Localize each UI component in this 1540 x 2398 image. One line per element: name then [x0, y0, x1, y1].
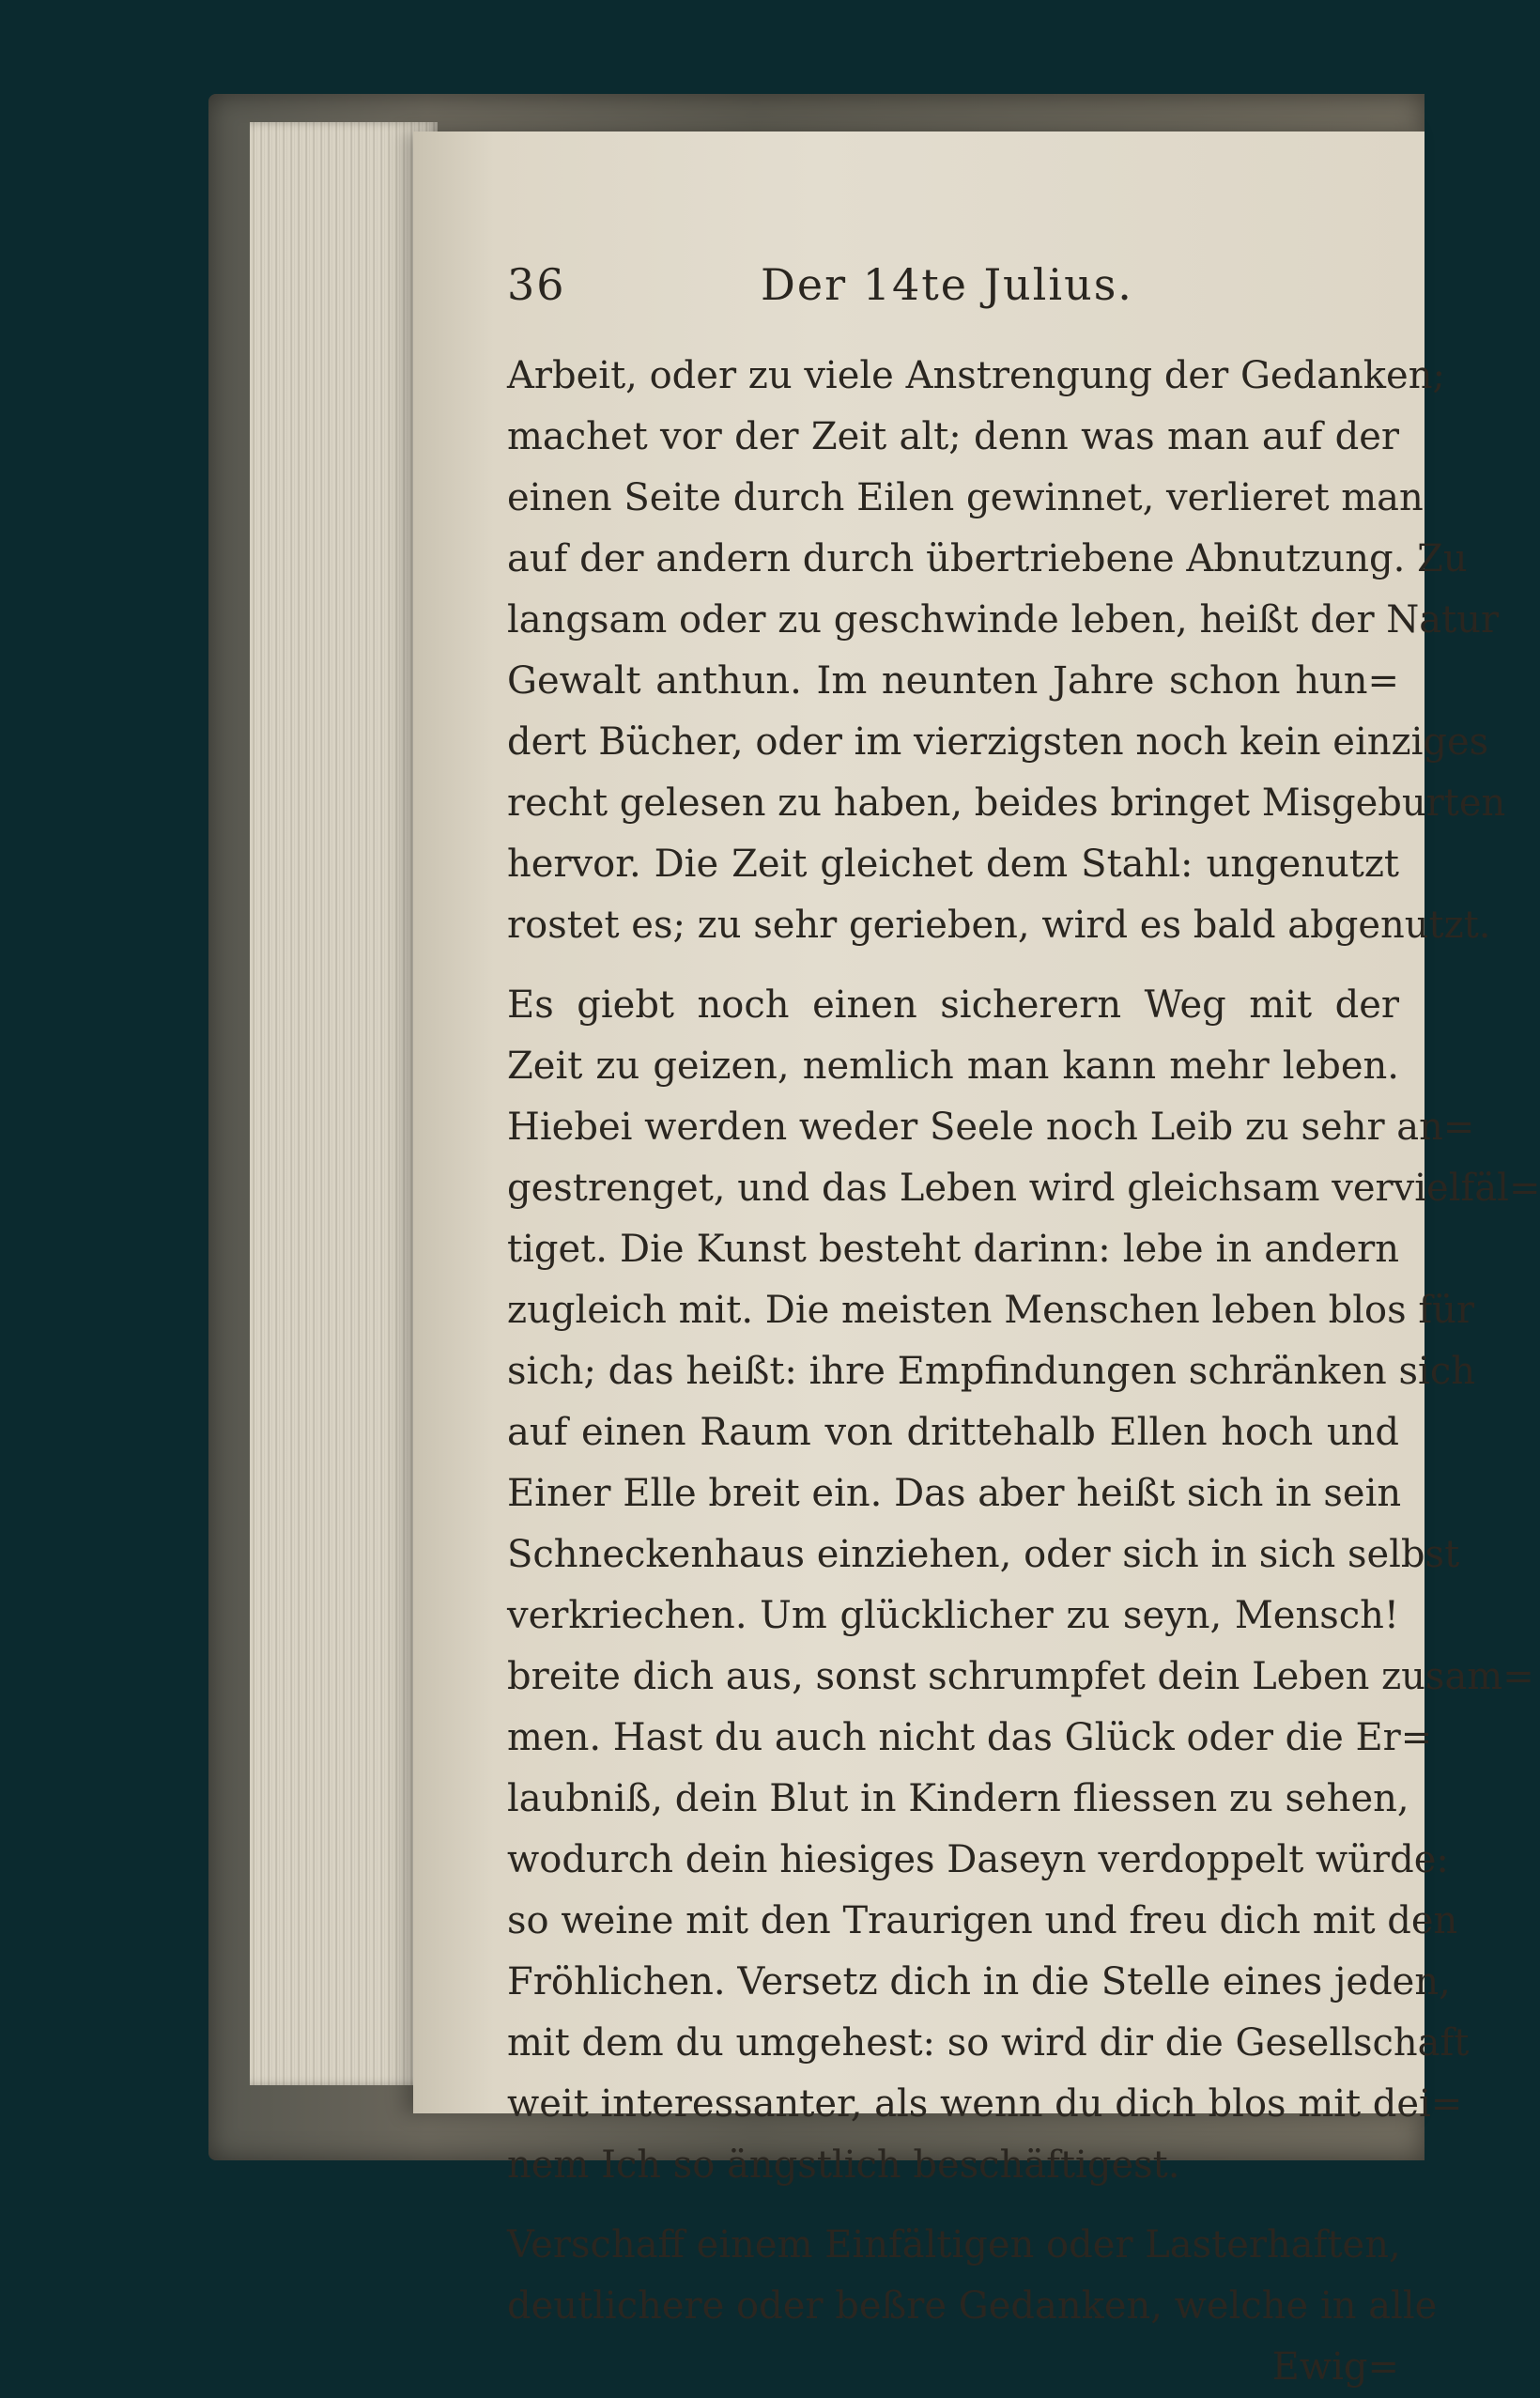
text-line: Verschaff einem Einfältigen oder Lasterhaften, [507, 2223, 1401, 2266]
text-line: zugleich mit. Die meisten Menschen leben blos für [507, 1289, 1475, 1332]
text-line: machet vor der Zeit alt; denn was man auf der [507, 415, 1399, 458]
paragraph-1 [507, 346, 1506, 956]
text-line: Arbeit, oder zu viele Anstrengung der Gedanken; [507, 354, 1445, 397]
paragraph-3 [507, 2215, 1438, 2337]
text-line: deutlichere oder beßre Gedanken, welche in alle [507, 2284, 1438, 2328]
text-line: rostet es; zu sehr gerieben, wird es bald abgenutzt. [507, 904, 1491, 947]
paragraph-2 [507, 975, 1540, 2196]
text-line: gestrenget, und das Leben wird gleichsam vervielfäl= [507, 1167, 1540, 1210]
text-line: einen Seite durch Eilen gewinnet, verlieret man [507, 476, 1424, 519]
text-line: Gewalt anthun. Im neunten Jahre schon hun= [507, 659, 1399, 703]
running-head: Der 14te Julius. [761, 259, 1133, 310]
text-line: hervor. Die Zeit gleichet dem Stahl: ungenutzt [507, 843, 1399, 886]
text-line: mit dem du umgehest: so wird dir die Gesellschaft [507, 2021, 1470, 2065]
text-line: breite dich aus, sonst schrumpfet dein Leben zusam= [507, 1655, 1534, 1698]
text-line: so weine mit den Traurigen und freu dich mit den [507, 1899, 1458, 1942]
page-edges [250, 122, 438, 2085]
text-line: Einer Elle breit ein. Das aber heißt sich in sein [507, 1472, 1402, 1515]
text-line: dert Bücher, oder im vierzigsten noch kein einziges [507, 720, 1489, 764]
text-line: Schneckenhaus einziehen, oder sich in sich selbst [507, 1533, 1460, 1576]
text-line: auf einen Raum von drittehalb Ellen hoch und [507, 1411, 1399, 1454]
text-line: laubniß, dein Blut in Kindern fliessen zu sehen, [507, 1777, 1409, 1820]
text-line: Zeit zu geizen, nemlich man kann mehr leben. [507, 1044, 1399, 1088]
text-line: auf der andern durch übertriebene Abnutzung. Zu [507, 537, 1468, 580]
text-line: nem Ich so ängstlich beschäftigest. [507, 2143, 1180, 2187]
catchword: Ewig= [1271, 2345, 1399, 2389]
text-line: verkriechen. Um glücklicher zu seyn, Mensch! [507, 1594, 1399, 1637]
text-line: langsam oder zu geschwinde leben, heißt der Natur [507, 598, 1500, 642]
page-header [507, 244, 1399, 329]
text-line: Es giebt noch einen sicherern Weg mit der [507, 983, 1399, 1027]
page-number: 36 [507, 259, 566, 310]
text-line: Fröhlichen. Versetz dich in die Stelle eines jeden, [507, 1960, 1451, 2003]
page-sheet [413, 132, 1540, 2389]
text-line: recht gelesen zu haben, beides bringet Misgeburten [507, 781, 1506, 825]
body-text [507, 346, 1540, 2398]
text-line: men. Hast du auch nicht das Glück oder die Er= [507, 1716, 1433, 1759]
text-line: Hiebei werden weder Seele noch Leib zu sehr an= [507, 1106, 1475, 1149]
text-line: weit interessanter, als wenn du dich blos mit dei= [507, 2082, 1463, 2126]
text-line: wodurch dein hiesiges Daseyn verdoppelt würde: [507, 1838, 1449, 1881]
text-line: sich; das heißt: ihre Empfindungen schränken sich [507, 1350, 1475, 1393]
page-content [507, 244, 1540, 2389]
text-line: tiget. Die Kunst besteht darinn: lebe in andern [507, 1228, 1399, 1271]
